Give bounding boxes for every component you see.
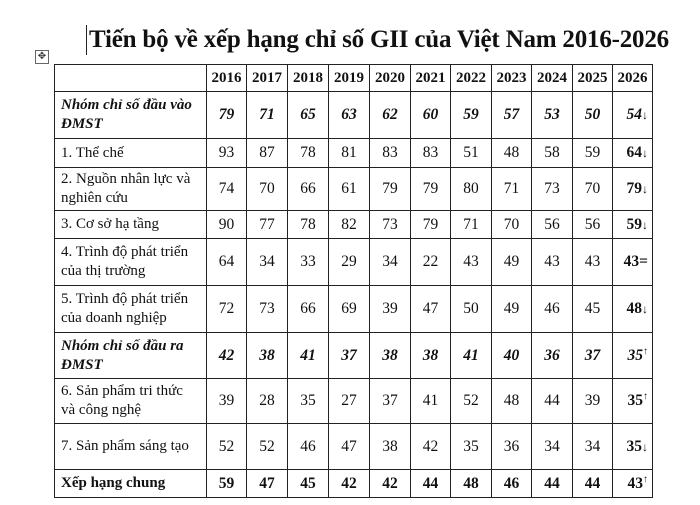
trend-down-icon: ↓: [642, 182, 648, 196]
row-label: 6. Sản phẩm tri thức và công nghệ: [55, 379, 207, 424]
total-row: [55, 470, 653, 498]
rank-cell: 35: [451, 424, 492, 470]
rank-cell: 47: [247, 470, 288, 498]
rank-value-2026: 79: [626, 180, 642, 197]
trend-down-icon: ↓: [642, 108, 648, 122]
rank-cell: 93: [207, 139, 247, 168]
table-row: [55, 239, 653, 286]
rank-cell: 46: [288, 424, 329, 470]
rank-cell-2026: [613, 424, 653, 470]
rank-cell: 73: [247, 286, 288, 333]
trend-up-icon: ↑: [643, 473, 648, 485]
rank-cell: 46: [492, 470, 532, 498]
year-header: 2023: [492, 65, 532, 92]
rank-cell: 52: [247, 424, 288, 470]
rank-cell: 48: [492, 139, 532, 168]
rank-cell: 38: [370, 333, 411, 379]
rank-cell: 28: [247, 379, 288, 424]
trend-down-icon: ↓: [642, 146, 648, 160]
rank-cell: 78: [288, 139, 329, 168]
year-header: 2026: [613, 65, 653, 92]
rank-cell: 34: [247, 239, 288, 286]
rank-cell: 34: [532, 424, 573, 470]
rank-cell: 63: [329, 92, 370, 139]
group-row: [55, 333, 653, 379]
year-header: 2017: [247, 65, 288, 92]
rank-cell: 69: [329, 286, 370, 333]
title-area: [86, 22, 669, 58]
rank-cell-2026: [613, 92, 653, 139]
rank-cell: 79: [411, 168, 451, 211]
rank-cell: 64: [207, 239, 247, 286]
rank-cell: 41: [451, 333, 492, 379]
rank-cell-2026: [613, 139, 653, 168]
header-label-cell: [55, 65, 207, 92]
rank-cell-2026: [613, 470, 653, 498]
rank-cell: 49: [492, 286, 532, 333]
rank-cell: 70: [492, 211, 532, 239]
year-header: 2020: [370, 65, 411, 92]
rank-value-2026: 54: [626, 106, 642, 123]
row-label: 2. Nguồn nhân lực và nghiên cứu: [55, 168, 207, 211]
rank-cell: 48: [492, 379, 532, 424]
rank-cell: 70: [247, 168, 288, 211]
rank-cell: 43: [451, 239, 492, 286]
rank-cell: 44: [532, 470, 573, 498]
page-title: Tiến bộ về xếp hạng chỉ số GII của Việt Nam 2016-2026: [89, 26, 669, 53]
rank-cell: 48: [451, 470, 492, 498]
rank-cell: 42: [370, 470, 411, 498]
rank-cell: 49: [492, 239, 532, 286]
rank-cell: 47: [411, 286, 451, 333]
rank-cell: 27: [329, 379, 370, 424]
rank-cell: 42: [411, 424, 451, 470]
rank-cell: 74: [207, 168, 247, 211]
rank-cell: 53: [532, 92, 573, 139]
rank-cell: 78: [288, 211, 329, 239]
rank-cell: 62: [370, 92, 411, 139]
rank-cell: 37: [370, 379, 411, 424]
trend-up-icon: ↑: [643, 391, 648, 403]
rank-cell: 47: [329, 424, 370, 470]
rank-cell: 79: [411, 211, 451, 239]
rank-value-2026: 43: [627, 475, 643, 493]
table-row: [55, 379, 653, 424]
rank-cell: 66: [288, 168, 329, 211]
rank-cell: 70: [573, 168, 613, 211]
rank-cell: 44: [532, 379, 573, 424]
rank-value-2026: 59: [626, 215, 642, 233]
row-label: 7. Sản phẩm sáng tạo: [55, 424, 207, 470]
rank-cell: 71: [492, 168, 532, 211]
rank-cell: 77: [247, 211, 288, 239]
rank-cell: 37: [329, 333, 370, 379]
rank-cell: 56: [573, 211, 613, 239]
rank-cell: 79: [370, 168, 411, 211]
table-row: [55, 168, 653, 211]
rank-value-2026: 43: [623, 253, 640, 270]
rank-cell-2026: [613, 168, 653, 211]
rank-cell-2026: [613, 239, 653, 286]
row-label: 4. Trình độ phát triển của thị trường: [55, 239, 207, 286]
rank-cell: 60: [411, 92, 451, 139]
rank-cell: 39: [207, 379, 247, 424]
rank-cell: 66: [288, 286, 329, 333]
rank-cell: 44: [411, 470, 451, 498]
trend-down-icon: ↓: [642, 217, 648, 232]
rank-cell: 39: [370, 286, 411, 333]
rank-value-2026: 48: [626, 300, 642, 317]
rank-cell: 33: [288, 239, 329, 286]
row-label: Nhóm chỉ số đầu ra ĐMST: [55, 333, 207, 379]
rank-cell: 73: [370, 211, 411, 239]
rank-cell: 35: [288, 379, 329, 424]
rank-value-2026: 35: [627, 392, 643, 410]
rank-cell: 42: [207, 333, 247, 379]
rank-cell: 38: [370, 424, 411, 470]
rank-cell: 58: [532, 139, 573, 168]
rank-cell: 71: [247, 92, 288, 139]
table-move-handle-icon[interactable]: ✥: [35, 50, 49, 64]
rank-cell: 34: [573, 424, 613, 470]
rank-cell: 29: [329, 239, 370, 286]
rank-cell: 45: [573, 286, 613, 333]
year-header: 2025: [573, 65, 613, 92]
row-label: 5. Trình độ phát triển của doanh nghiệp: [55, 286, 207, 333]
rank-cell: 36: [492, 424, 532, 470]
rank-cell-2026: [613, 286, 653, 333]
rank-cell: 39: [573, 379, 613, 424]
rank-cell: 56: [532, 211, 573, 239]
rank-cell: 36: [532, 333, 573, 379]
rank-cell: 81: [329, 139, 370, 168]
trend-equal-icon: =: [639, 253, 648, 270]
rank-cell: 43: [573, 239, 613, 286]
rank-cell-2026: [613, 211, 653, 239]
rank-cell: 87: [247, 139, 288, 168]
row-label: Xếp hạng chung: [55, 470, 207, 498]
rank-cell: 42: [329, 470, 370, 498]
table-row: [55, 286, 653, 333]
rank-cell: 50: [451, 286, 492, 333]
rank-cell: 38: [411, 333, 451, 379]
rank-cell: 72: [207, 286, 247, 333]
group-row: [55, 92, 653, 139]
table-row: [55, 139, 653, 168]
rank-cell: 65: [288, 92, 329, 139]
rank-cell: 57: [492, 92, 532, 139]
year-header: 2018: [288, 65, 329, 92]
rank-cell: 22: [411, 239, 451, 286]
rank-cell: 43: [532, 239, 573, 286]
rank-cell: 51: [451, 139, 492, 168]
text-cursor: [86, 25, 87, 55]
trend-down-icon: ↓: [642, 439, 648, 454]
rank-cell: 41: [411, 379, 451, 424]
rank-cell: 61: [329, 168, 370, 211]
rank-cell: 38: [247, 333, 288, 379]
rank-cell: 59: [451, 92, 492, 139]
rank-cell: 82: [329, 211, 370, 239]
rank-value-2026: 64: [626, 144, 642, 161]
trend-up-icon: ↑: [643, 345, 648, 357]
year-header: 2019: [329, 65, 370, 92]
rank-value-2026: 35: [627, 347, 643, 365]
rank-cell: 83: [411, 139, 451, 168]
year-header: 2021: [411, 65, 451, 92]
gii-ranking-table: [54, 64, 653, 498]
rank-value-2026: 35: [626, 437, 642, 455]
header-row: [55, 65, 653, 92]
row-label: 3. Cơ sở hạ tầng: [55, 211, 207, 239]
rank-cell: 90: [207, 211, 247, 239]
rank-cell-2026: [613, 379, 653, 424]
rank-cell: 73: [532, 168, 573, 211]
rank-cell: 40: [492, 333, 532, 379]
rank-cell: 37: [573, 333, 613, 379]
row-label: 1. Thể chế: [55, 139, 207, 168]
rank-cell: 41: [288, 333, 329, 379]
rank-cell: 52: [451, 379, 492, 424]
rank-cell: 59: [207, 470, 247, 498]
rank-cell: 34: [370, 239, 411, 286]
rank-cell: 83: [370, 139, 411, 168]
table-row: [55, 211, 653, 239]
rank-cell: 79: [207, 92, 247, 139]
year-header: 2016: [207, 65, 247, 92]
rank-cell-2026: [613, 333, 653, 379]
trend-down-icon: ↓: [642, 302, 648, 316]
year-header: 2022: [451, 65, 492, 92]
rank-cell: 59: [573, 139, 613, 168]
rank-cell: 52: [207, 424, 247, 470]
rank-cell: 80: [451, 168, 492, 211]
rank-cell: 50: [573, 92, 613, 139]
rank-cell: 71: [451, 211, 492, 239]
rank-cell: 46: [532, 286, 573, 333]
row-label: Nhóm chỉ số đầu vào ĐMST: [55, 92, 207, 139]
rank-cell: 45: [288, 470, 329, 498]
table-row: [55, 424, 653, 470]
rank-cell: 44: [573, 470, 613, 498]
year-header: 2024: [532, 65, 573, 92]
